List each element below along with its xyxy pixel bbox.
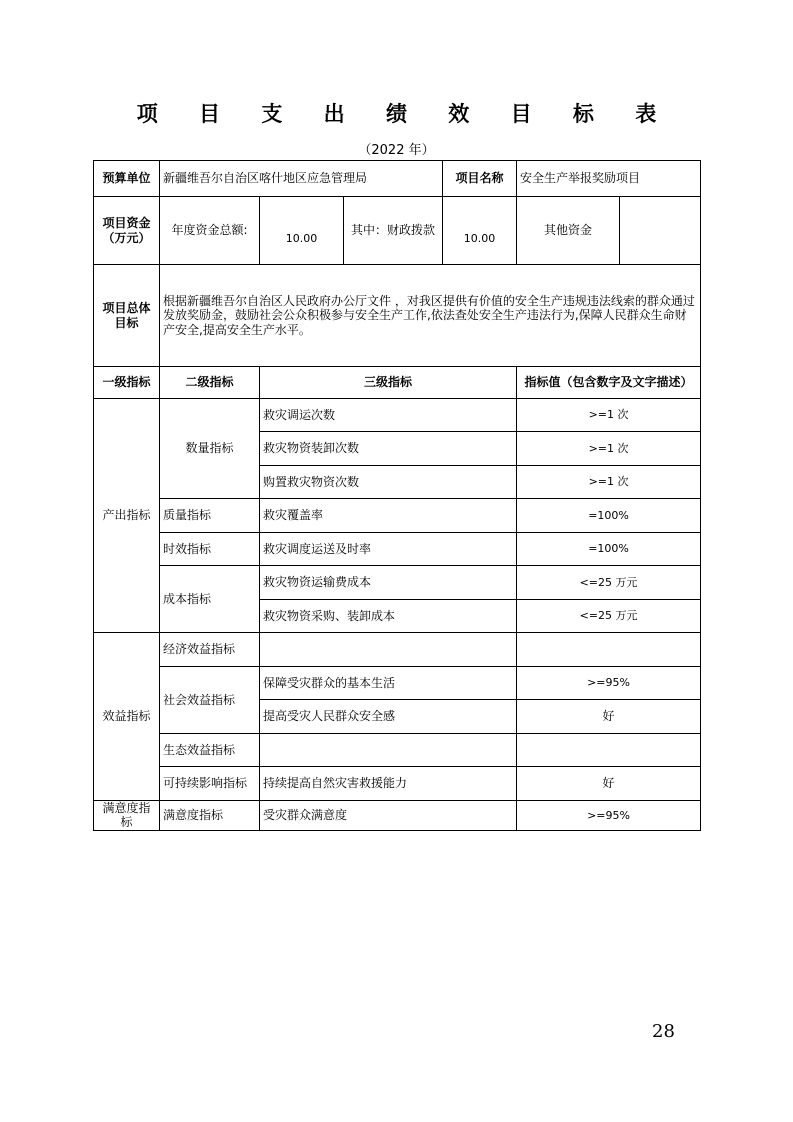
annual-total-label: 年度资金总额: [160,197,260,265]
indicator-value: =100% [517,499,701,533]
social-benefit-label: 社会效益指标 [160,667,260,734]
indicator-value: >=95% [517,667,701,700]
indicator-name: 救灾物资采购、装卸成本 [260,600,517,633]
indicator-name [260,734,517,767]
indicator-value: =100% [517,533,701,566]
header-value: 指标值（包含数字及文字描述） [517,367,701,399]
indicator-name: 购置救灾物资次数 [260,466,517,499]
other-funds-value [620,197,701,265]
indicator-name: 救灾物资运输费成本 [260,566,517,600]
header-level3: 三级指标 [260,367,517,399]
indicator-name: 救灾调度运送及时率 [260,533,517,566]
indicator-name: 救灾物资装卸次数 [260,432,517,466]
ecological-benefit-label: 生态效益指标 [160,734,260,767]
overall-goal-text: 根据新疆维吾尔自治区人民政府办公厅文件 ，对我区提供有价值的安全生产违规违法线索的群众通过发放奖励金，鼓励社会公众积极参与安全生产工作,依法查处安全生产违法行为,保障人民群众生命财产安全,提高安全生产水平。 [160,265,701,367]
annual-total-value: 10.00 [260,197,344,265]
indicator-name: 保障受灾群众的基本生活 [260,667,517,700]
project-name-value: 安全生产举报奖励项目 [517,161,701,197]
indicator-name [260,633,517,667]
indicator-name: 救灾调运次数 [260,399,517,432]
budget-unit-label: 预算单位 [94,161,160,197]
indicator-name: 提高受灾人民群众安全感 [260,700,517,734]
project-name-label: 项目名称 [443,161,517,197]
output-indicators-label: 产出指标 [94,399,160,633]
fiscal-allocation-label: 其中：财政拨款 [344,197,443,265]
cost-indicators-label: 成本指标 [160,566,260,633]
other-funds-label: 其他资金 [517,197,620,265]
indicator-value [517,734,701,767]
benefit-indicators-label: 效益指标 [94,633,160,801]
performance-target-table [93,160,701,831]
indicator-name: 受灾群众满意度 [260,801,517,831]
indicator-value: 好 [517,767,701,801]
quality-indicators-label: 质量指标 [160,499,260,533]
overall-goal-label: 项目总体目标 [94,265,160,367]
sustainable-impact-label: 可持续影响指标 [160,767,260,801]
indicator-value: <=25 万元 [517,600,701,633]
indicator-value: >=1 次 [517,466,701,499]
document-title: 项 目 支 出 绩 效 目 标 表 [136,102,674,126]
header-level1: 一级指标 [94,367,160,399]
project-funds-label: 项目资金（万元） [94,197,160,265]
indicator-value: <=25 万元 [517,566,701,600]
header-level2: 二级指标 [160,367,260,399]
indicator-value: >=1 次 [517,399,701,432]
quantity-indicators-label: 数量指标 [160,399,260,499]
satisfaction-sub-label: 满意度指标 [160,801,260,831]
indicator-value: 好 [517,700,701,734]
fiscal-allocation-value: 10.00 [443,197,517,265]
indicator-value: >=95% [517,801,701,831]
timeliness-indicators-label: 时效指标 [160,533,260,566]
indicator-name: 救灾覆盖率 [260,499,517,533]
satisfaction-indicators-label: 满意度指标 [94,801,160,831]
indicator-value: >=1 次 [517,432,701,466]
budget-unit-value: 新疆维吾尔自治区喀什地区应急管理局 [160,161,443,197]
page-number: 28 [652,1021,675,1042]
indicator-name: 持续提高自然灾害救援能力 [260,767,517,801]
indicator-value [517,633,701,667]
year-subtitle: （2022 年） [358,143,435,158]
economic-benefit-label: 经济效益指标 [160,633,260,667]
